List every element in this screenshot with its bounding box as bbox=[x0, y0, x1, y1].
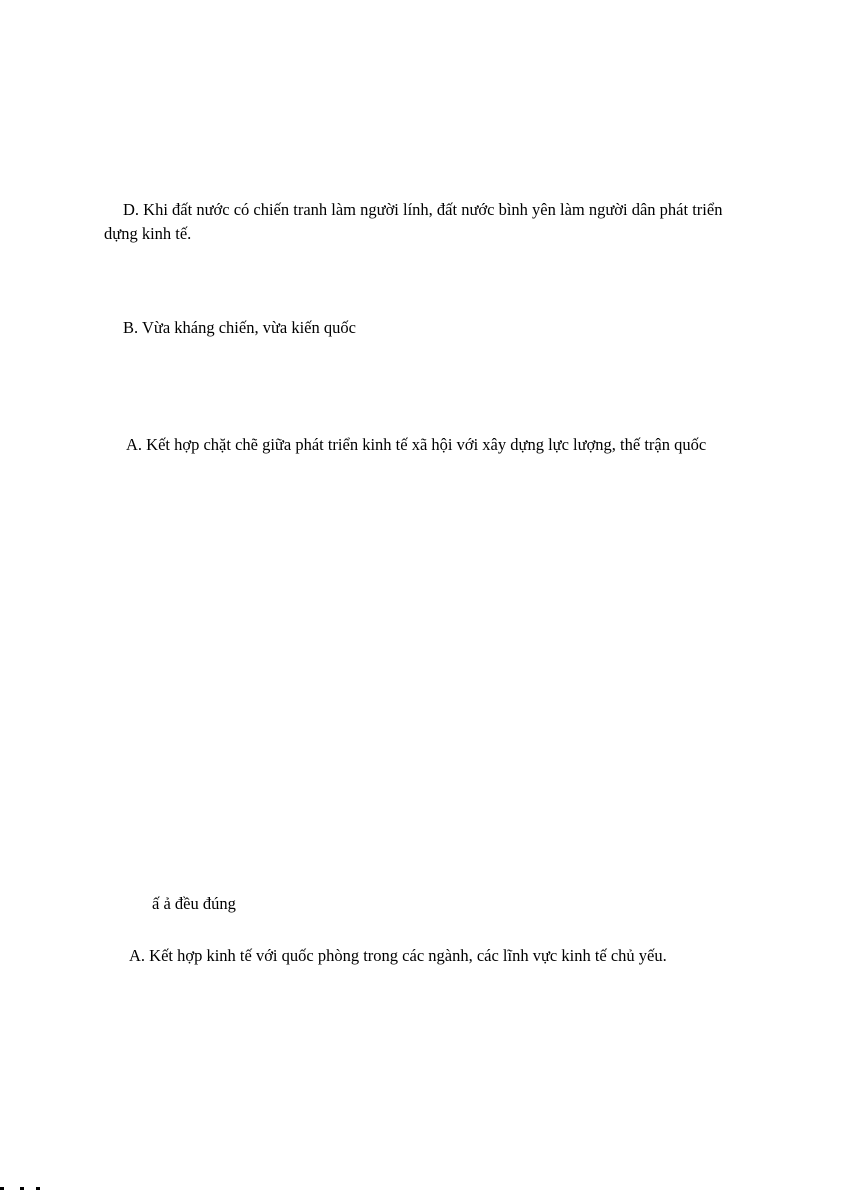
page-bottom-marks bbox=[0, 1186, 841, 1191]
option-a-sectors: A. Kết hợp kinh tế với quốc phòng trong các ngành, các lĩnh vực kinh tế chủ yếu. bbox=[129, 946, 667, 965]
bottom-mark bbox=[0, 1187, 4, 1190]
option-d-line-2: dựng kinh tế. bbox=[104, 224, 192, 243]
option-b: B. Vừa kháng chiến, vừa kiến quốc bbox=[123, 318, 356, 337]
option-d-line-1: D. Khi đất nước có chiến tranh làm người lính, đất nước bình yên làm người dân phát triển bbox=[123, 200, 723, 219]
bottom-mark bbox=[20, 1187, 24, 1190]
option-a-economic-defense: A. Kết hợp chặt chẽ giữa phát triển kinh tế xã hội với xây dựng lực lượng, thế trận quốc bbox=[126, 435, 707, 454]
bottom-mark bbox=[36, 1187, 40, 1190]
option-all-correct: ấ ả đều đúng bbox=[152, 894, 236, 913]
